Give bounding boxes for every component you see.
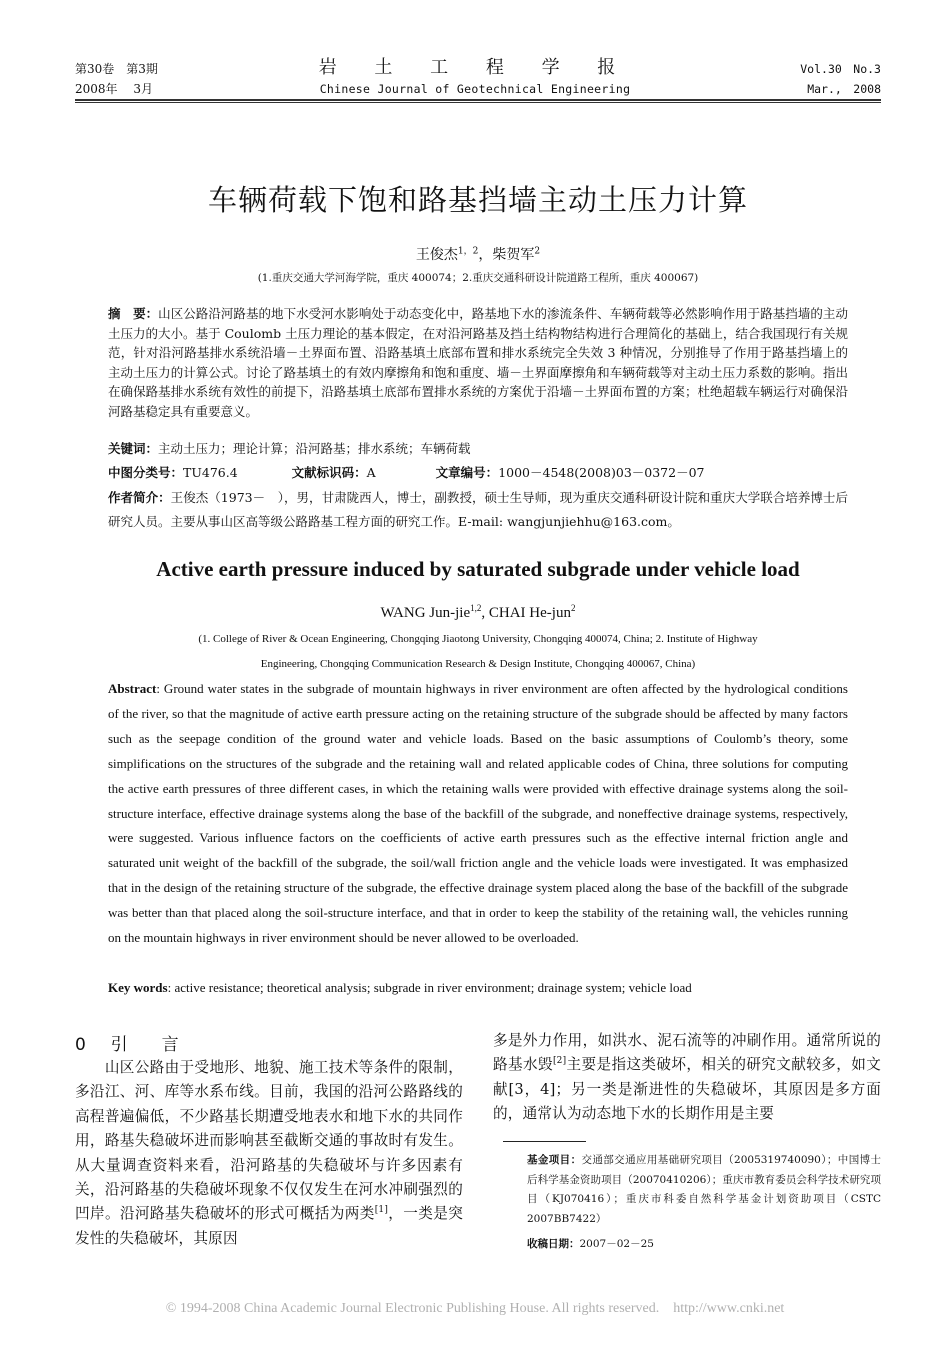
section-title: 引 言 [110, 1035, 179, 1055]
paper-title-en: Active earth pressure induced by saturated subgrade under vehicle load [156, 557, 800, 581]
journal-name-cn: 岩 土 工 程 学 报 [318, 57, 632, 78]
funding-label: 基金项目： [527, 1154, 582, 1166]
section-heading [75, 1030, 375, 1055]
issue-info-cn [75, 59, 235, 99]
intro-paragraph-right-end: 主要是指这类破坏，相关的研究文献较多，如文献[3，4]；另一类是渐进性的失稳破坏，其原因是多方面的，通常认为动态地下水的长期作用是主要 [493, 1056, 881, 1123]
author-bio-label: 作者简介： [108, 490, 171, 505]
keywords-en [108, 980, 848, 996]
abstract-text-cn: 山区公路沿河路基的地下水受河水影响处于动态变化中，路基地下水的渗流条件、车辆荷载等必然影响作用于路基挡墙的主动土压力的大小。基于 Coulomb 土压力理论的基本假定，在对沿河路基及挡土结构物结构进行合理简化的基础上，结合我国现行有关规范，针对沿河路基排水系统沿墙－土界面布置、沿路基填土底部布置和排水系统完全失效 3 种情况，分别推导了作用于路基挡墙上的主动土压力的计算公式。讨论了路基填土的有效内摩擦角和饱和重度、墙－土界面摩擦角和车辆荷载等对主动土压力系数的影响。指出在确保路基排水系统有效性的前提下，沿路基填土底部布置排水系统的方案优于沿墙－土界面布置的方案；杜绝超载车辆运行对确保沿河路基稳定具有重要意义。 [108, 306, 848, 419]
citation-2: [2] [552, 1056, 567, 1067]
author-2-cn: 柴贺军 [492, 247, 535, 263]
funding-text: 交通部交通应用基础研究项目（2005319740090）；中国博士后科学基金资助项目（20070410206）；重庆市教育委员会科学技术研究项目（KJ070416）；重庆市科委自然科学基金计划资助项目（CSTC 2007BB7422） [527, 1154, 881, 1225]
author-separator-en: , [481, 605, 489, 621]
affiliation-en [75, 627, 881, 677]
article-number-label: 文章编号： [435, 465, 499, 480]
citation-1: [1] [374, 1205, 389, 1216]
left-column-text [75, 1056, 463, 1251]
header-rule-thick [75, 99, 881, 101]
author-bio [108, 486, 848, 533]
affiliation-en-line2: Engineering, Chongqing Communication Research & Design Institute, Chongqing 400067, China) [260, 658, 696, 670]
doc-code-label: 文献标识码： [291, 465, 367, 480]
abstract-label-cn: 摘 要： [108, 306, 159, 321]
section-number: 0 [75, 1035, 86, 1055]
journal-header [275, 56, 675, 98]
author-2-affil-sup: 2 [534, 246, 541, 257]
authors-en [75, 605, 881, 622]
abstract-en [108, 677, 848, 951]
cnki-copyright: © 1994-2008 China Academic Journal Electronic Publishing House. All rights reserved. http://www.cnki.net [165, 1301, 785, 1316]
abstract-label-en: Abstract [108, 681, 157, 696]
author-1-en-sup: 1,2 [470, 603, 482, 613]
date-en: Mar., 2008 [807, 82, 881, 96]
affiliation-en-line1: (1. College of River & Ocean Engineering, Chongqing Jiaotong University, Chongqing 400074, China; 2. Institute of Highway [198, 633, 758, 645]
right-column-text [493, 1029, 881, 1127]
intro-paragraph-left-end: ，一类是突发性的失稳破坏，其原因 [75, 1205, 463, 1247]
article-number-value: 1000－4548(2008)03－0372－07 [498, 465, 705, 480]
header-rule-thin [75, 102, 881, 103]
keywords-text-cn: 主动土压力；理论计算；沿河路基；排水系统；车辆荷载 [158, 441, 471, 456]
paper-title-cn: 车辆荷载下饱和路基挡墙主动土压力计算 [207, 183, 748, 217]
author-bio-text: 王俊杰（1973－ ），男，甘肃陇西人，博士，副教授，硕士生导师，现为重庆交通科研设计院和重庆大学联合培养博士后研究人员。主要从事山区高等级公路路基工程方面的研究工作。E-mail: wangjunjiehhu@163.com。 [108, 490, 848, 529]
issue-info-en [721, 59, 881, 99]
intro-paragraph-right: 多是外力作用，如洪水、泥石流等的冲刷作用。通常所说的路基水毁 [493, 1032, 881, 1074]
abstract-cn [108, 304, 848, 422]
volume-issue-cn: 第30卷 第3期 [75, 62, 158, 76]
received-label: 收稿日期： [527, 1238, 580, 1250]
keywords-cn [108, 439, 848, 459]
received-value: 2007－02－25 [579, 1238, 654, 1250]
classification-line [108, 463, 848, 483]
volume-issue-en: Vol.30 No.3 [800, 62, 881, 76]
keywords-label-en: Key words [108, 980, 168, 995]
intro-paragraph-left: 山区公路由于受地形、地貌、施工技术等条件的限制，多沿江、河、库等水系布线。目前，我国的沿河公路路线的高程普遍偏低，不少路基长期遭受地表水和地下水的共同作用，路基失稳破坏进而影响甚至截断交通的事故时有发生。从大量调查资料来看，沿河路基的失稳破坏与许多因素有关，沿河路基的失稳破坏现象不仅仅发生在河水冲刷强烈的凹岸。沿河路基失稳破坏的形式可概括为两类 [75, 1059, 463, 1223]
keywords-label-cn: 关键词： [108, 441, 159, 456]
date-cn: 2008年 3月 [75, 82, 153, 96]
affiliation-cn: (1.重庆交通大学河海学院，重庆 400074；2.重庆交通科研设计院道路工程所，重庆 400067) [257, 272, 699, 284]
author-1-en: WANG Jun-jie [380, 605, 471, 621]
clc-label: 中图分类号： [108, 465, 184, 480]
footnote-rule [503, 1141, 586, 1142]
author-2-en: CHAI He-jun [488, 605, 571, 621]
clc-value: TU476.4 [183, 465, 238, 480]
keywords-text-en: : active resistance; theoretical analysis; subgrade in river environment; drainage system; vehicle load [167, 980, 692, 995]
author-1-cn: 王俊杰 [415, 247, 458, 263]
author-2-en-sup: 2 [570, 603, 576, 613]
journal-name-en: Chinese Journal of Geotechnical Engineering [319, 82, 631, 96]
author-separator: ， [478, 247, 493, 263]
authors-cn [75, 244, 881, 264]
funding-note [527, 1151, 881, 1229]
author-1-affil-sup: 1，2 [457, 246, 479, 257]
received-date [527, 1235, 881, 1255]
abstract-text-en: : Ground water states in the subgrade of mountain highways in river environment are often affected by the hydrological conditions of the river, so that the magnitude of active earth pressure acting on the retaining structure of the subgrade should be affected by many factors such as the seepage condition of the ground water and vehicle loads. Based on the basic assumptions of Coulomb’s theory, some simplifications on the structures of the subgrade and the retaining wall and related applicable codes of China, three solutions for computing the active earth pressures of three different cases, in which the retaining walls were provided with effective drainage systems along the soil-structure interface, effective drainage systems along the base of the backfill of the subgrade, and noneffective drainage systems, respectively, were suggested. Various influence factors on the coefficients of active earth pressures such as the effective internal friction angle and saturated unit weight of the backfill of the subgrade, the soil/wall friction angle and the vehicle loads were investigated. It was emphasized that in the design of the retaining structure of the subgrade, the effective drainage system placed along the base of the backfill of the subgrade was better than that placed along the soil-structure interface, and that in order to keep the stability of the retaining wall, the vehicles running on the mountain highways in river environment should be never allowed to be overloaded. [108, 681, 848, 946]
doc-code-value: A [366, 465, 376, 480]
